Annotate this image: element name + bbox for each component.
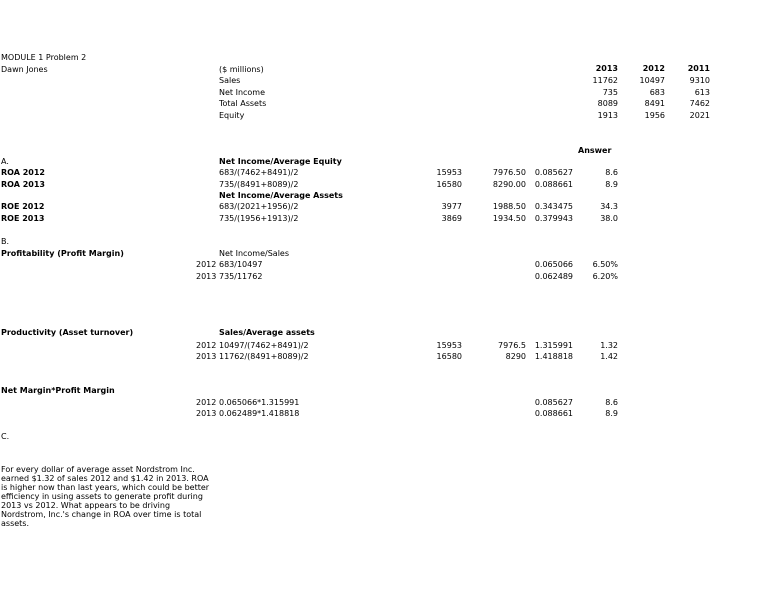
productivity-2013-answer: 1.42 <box>600 352 618 361</box>
profitability-2013-answer: 6.20% <box>592 272 618 281</box>
roe-2012-calc: 683/(2021+1956)/2 <box>219 202 299 211</box>
productivity-2013-ratio: 1.418818 <box>534 352 573 361</box>
net-margin-2012-ratio: 0.085627 <box>534 398 573 407</box>
answer-header: Answer <box>578 146 612 155</box>
net-margin-2012-answer: 8.6 <box>605 398 618 407</box>
roa-2012-answer: 8.6 <box>605 168 618 177</box>
productivity-2013-calc: 11762/(8491+8089)/2 <box>219 352 309 361</box>
productivity-formula: Sales/Average assets <box>219 328 315 337</box>
net-margin-2013-calc: 0.062489*1.418818 <box>219 409 300 418</box>
productivity-2013-year: 2013 <box>196 352 217 361</box>
roa-2013-answer: 8.9 <box>605 180 618 189</box>
sales-2012: 10497 <box>639 76 665 85</box>
roe-2012-answer: 34.3 <box>600 202 618 211</box>
roe-2013-label: ROE 2013 <box>1 214 45 223</box>
roe-2013-sum: 3869 <box>441 214 462 223</box>
roe-2013-ratio: 0.379943 <box>534 214 573 223</box>
profitability-2013-calc: 735/11762 <box>219 272 263 281</box>
net-income-2013: 735 <box>602 88 618 97</box>
roe-2013-avg: 1934.50 <box>492 214 526 223</box>
roe-2013-answer: 38.0 <box>600 214 618 223</box>
roa-formula: Net Income/Average Equity <box>219 157 342 166</box>
roa-2013-ratio: 0.088661 <box>534 180 573 189</box>
author-name: Dawn Jones <box>1 65 48 74</box>
profitability-formula: Net Income/Sales <box>219 249 290 258</box>
productivity-label: Productivity (Asset turnover) <box>1 328 134 337</box>
profitability-label: Profitability (Profit Margin) <box>1 249 124 258</box>
productivity-2012-year: 2012 <box>196 341 217 350</box>
productivity-2012-avg: 7976.5 <box>498 341 526 350</box>
roe-2012-label: ROE 2012 <box>1 202 45 211</box>
profitability-2012-answer: 6.50% <box>592 260 618 269</box>
productivity-2012-answer: 1.32 <box>600 341 618 350</box>
net-margin-2013-ratio: 0.088661 <box>534 409 573 418</box>
productivity-2012-calc: 10497/(7462+8491)/2 <box>219 341 309 350</box>
total-assets-2011: 7462 <box>689 99 710 108</box>
sales-2011: 9310 <box>689 76 710 85</box>
roa-2012-label: ROA 2012 <box>1 168 45 177</box>
profitability-2013-ratio: 0.062489 <box>534 272 573 281</box>
units-label: ($ millions) <box>219 65 264 74</box>
roa-2012-ratio: 0.085627 <box>534 168 573 177</box>
net-margin-2013-year: 2013 <box>196 409 217 418</box>
productivity-2012-sum: 15953 <box>436 341 462 350</box>
roa-2013-avg: 8290.00 <box>492 180 526 189</box>
net-income-2012: 683 <box>649 88 665 97</box>
roe-2012-ratio: 0.343475 <box>534 202 573 211</box>
roe-2012-avg: 1988.50 <box>492 202 526 211</box>
total-assets-2012: 8491 <box>644 99 665 108</box>
total-assets-2013: 8089 <box>597 99 618 108</box>
profitability-2012-ratio: 0.065066 <box>534 260 573 269</box>
year-header-2012: 2012 <box>642 64 665 73</box>
net-income-2011: 613 <box>694 88 710 97</box>
roe-2013-calc: 735/(1956+1913)/2 <box>219 214 299 223</box>
net-margin-2013-answer: 8.9 <box>605 409 618 418</box>
roa-2012-sum: 15953 <box>436 168 462 177</box>
roe-2012-sum: 3977 <box>441 202 462 211</box>
row-label-sales: Sales <box>219 76 241 85</box>
roa-2013-label: ROA 2013 <box>1 180 45 189</box>
row-label-equity: Equity <box>219 111 245 120</box>
net-margin-label: Net Margin*Profit Margin <box>1 386 115 395</box>
equity-2013: 1913 <box>597 111 618 120</box>
productivity-2013-avg: 8290 <box>505 352 526 361</box>
roa-2013-sum: 16580 <box>436 180 462 189</box>
net-margin-2012-year: 2012 <box>196 398 217 407</box>
profitability-2013-year: 2013 <box>196 272 217 281</box>
sales-2013: 11762 <box>592 76 618 85</box>
productivity-2012-ratio: 1.315991 <box>534 341 573 350</box>
profitability-2012-calc: 683/10497 <box>219 260 263 269</box>
equity-2012: 1956 <box>644 111 665 120</box>
section-b-letter: B. <box>1 237 10 246</box>
roa-2012-calc: 683/(7462+8491)/2 <box>219 168 299 177</box>
roa-2012-avg: 7976.50 <box>492 168 526 177</box>
roe-formula: Net Income/Average Assets <box>219 191 343 200</box>
section-c-letter: C. <box>1 432 10 441</box>
productivity-2013-sum: 16580 <box>436 352 462 361</box>
section-c-paragraph: For every dollar of average asset Nordstrom Inc. earned $1.32 of sales 2012 and $1.42 in 2013. ROA is higher now than last years, which could be better efficiency in using assets to generate profit during 2013 vs 2012. What appears to be driving Nordstrom, Inc.'s change in ROA over time is total assets. <box>1 465 210 528</box>
roa-2013-calc: 735/(8491+8089)/2 <box>219 180 299 189</box>
equity-2011: 2021 <box>689 111 710 120</box>
net-margin-2012-calc: 0.065066*1.315991 <box>219 398 300 407</box>
year-header-2013: 2013 <box>595 64 618 73</box>
year-header-2011: 2011 <box>687 64 710 73</box>
profitability-2012-year: 2012 <box>196 260 217 269</box>
module-title: MODULE 1 Problem 2 <box>1 53 87 62</box>
section-a-letter: A. <box>1 157 9 166</box>
row-label-total-assets: Total Assets <box>219 99 267 108</box>
row-label-net-income: Net Income <box>219 88 266 97</box>
